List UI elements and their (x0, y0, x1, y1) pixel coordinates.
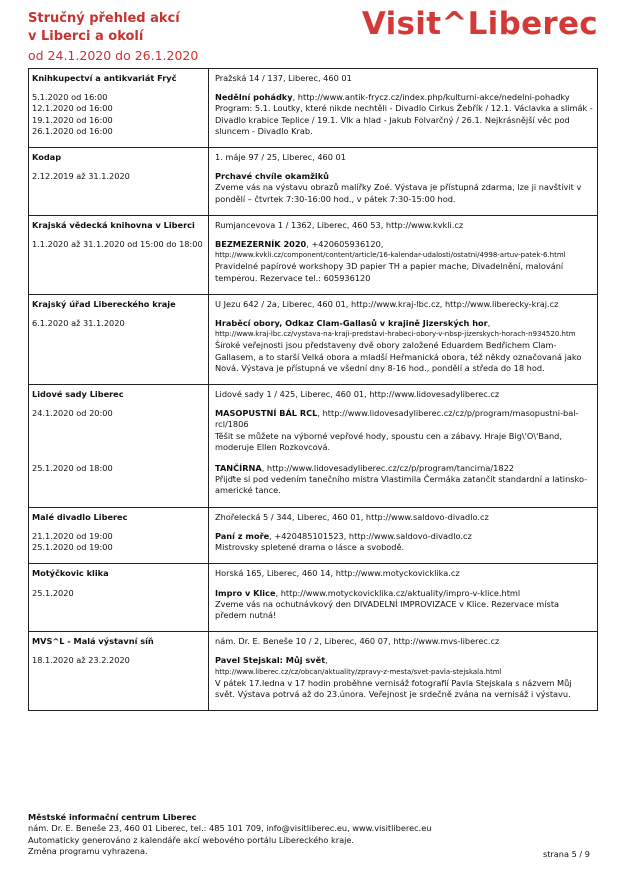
event-title[interactable]: TANČÍRNA (215, 463, 262, 474)
event-details (209, 318, 598, 385)
event-contact[interactable]: , http://www.lidovesadyliberec.cz/cz/p/program/masopustni-bal-rcl/1806 (215, 408, 579, 430)
event-link[interactable]: http://www.kvkli.cz/component/content/article/16-kalendar-udalosti/ostatni/4998-artuv-patek-6.html (215, 251, 566, 260)
footer (28, 812, 431, 858)
footer-generated-note: Automaticky generováno z kalendáře akcí webového portálu Libereckého kraje. (28, 834, 355, 845)
event-contact[interactable]: , +420605936120, (306, 239, 384, 250)
venue-address: nám. Dr. E. Beneše 10 / 2, Liberec, 460 07, http://www.mvs-liberec.cz (209, 632, 598, 656)
venue-name: Krajská vědecká knihovna v Liberci (29, 215, 209, 239)
event-date: 24.1.2020 od 20:00 (32, 408, 113, 419)
event-description: Zveme vás na výstavu obrazů malířky Zoé. Výstava je přístupná zdarma, lze ji navštívit v pondělí – čtvrtek 7:30-16:00 hod., v pátek 7:30-15:00 hod. (215, 182, 582, 204)
event-title[interactable]: BEZMEZERNÍK 2020 (215, 239, 307, 250)
event-title[interactable]: Prchavé chvíle okamžiků (215, 171, 329, 182)
event-date: 12.1.2020 od 16:00 (32, 103, 113, 114)
venue-address: Zhořelecká 5 / 344, Liberec, 460 01, http://www.saldovo-divadlo.cz (209, 507, 598, 531)
event-link[interactable]: http://www.kraj-lbc.cz/vystava-na-kraji-predstavi-hrabeci-obory-v-nbsp-jizerskych-horach-n934520.htm (215, 330, 576, 339)
event-description: Mistrovsky spletené drama o lásce a svobodě. (215, 542, 405, 553)
header-title-line1: Stručný přehled akcí (28, 11, 180, 26)
footer-contact: nám. Dr. E. Beneše 23, 460 01 Liberec, tel.: 485 101 709, info@visitliberec.eu, www.visitliberec.eu (28, 823, 432, 834)
event-description: Těšit se můžete na výborné vepřové hody, spoustu cen a zábavy. Hraje Big\'O\'Band, moderuje Ellen Rozkovcová. (215, 430, 562, 452)
event-dates (29, 171, 209, 215)
event-dates (29, 463, 209, 507)
venue-address: Pražská 14 / 137, Liberec, 460 01 (209, 69, 598, 93)
event-date: 19.1.2020 od 16:00 (32, 114, 113, 125)
event-row (29, 239, 598, 294)
event-heading (215, 239, 593, 250)
event-date: 18.1.2020 až 23.2.2020 (32, 655, 130, 666)
venue-row (29, 294, 598, 318)
event-dates (29, 239, 209, 294)
event-details (209, 171, 598, 215)
event-heading (215, 655, 593, 666)
event-date: 5.1.2020 od 16:00 (32, 92, 108, 103)
venue-name: Knihkupectví a antikvariát Fryč (29, 69, 209, 93)
event-heading (215, 588, 593, 599)
venue-name: MVS^L - Malá výstavní síň (29, 632, 209, 656)
header-title-line2: v Liberci a okolí (28, 29, 144, 44)
event-row (29, 655, 598, 710)
venue-row (29, 385, 598, 409)
event-contact[interactable]: , http://www.lidovesadyliberec.cz/cz/p/program/tancirna/1822 (261, 463, 514, 474)
event-dates (29, 655, 209, 710)
event-heading (215, 318, 593, 329)
venue-row (29, 69, 598, 93)
event-details (209, 92, 598, 147)
event-details (209, 655, 598, 710)
event-row (29, 92, 598, 147)
venue-name: Motýčkovic klika (29, 564, 209, 588)
event-row (29, 588, 598, 632)
event-contact[interactable]: , http://www.motyckovicklika.cz/aktuality/impro-v-klice.html (275, 587, 521, 598)
page-number: strana 5 / 9 (542, 849, 590, 859)
event-date: 1.1.2020 až 31.1.2020 od 15:00 do 18:00 (32, 239, 203, 250)
event-heading (215, 463, 593, 474)
event-row (29, 463, 598, 507)
venue-address: Rumjancevova 1 / 1362, Liberec, 460 53, http://www.kvkli.cz (209, 215, 598, 239)
event-link[interactable]: http://www.liberec.cz/cz/obcan/aktuality/zpravy-z-mesta/svet-pavla-stejskala.html (215, 667, 502, 676)
event-title[interactable]: MASOPUSTNÍ BÁL RCL (215, 408, 318, 419)
event-heading (215, 531, 593, 542)
event-contact[interactable]: , (487, 318, 491, 329)
event-date: 25.1.2020 od 18:00 (32, 463, 113, 474)
venue-address: Horská 165, Liberec, 460 14, http://www.motyckovicklika.cz (209, 564, 598, 588)
event-title[interactable]: Hraběcí obory, Odkaz Clam-Gallasů v krajině Jizerských hor (215, 318, 488, 329)
event-heading (215, 408, 593, 430)
venue-row (29, 507, 598, 531)
venue-name: Krajský úřad Libereckého kraje (29, 294, 209, 318)
venue-address: U Jezu 642 / 2a, Liberec, 460 01, http://www.kraj-lbc.cz, http://www.liberecky-kraj.cz (209, 294, 598, 318)
event-details (209, 408, 598, 463)
event-description: Pravidelné papírové workshopy 3D papier TH a papier mache, Divadelnění, malování temperou. Rezervace tel.: 605936120 (215, 261, 564, 283)
event-title[interactable]: Impro v Klice (215, 587, 276, 598)
event-row (29, 531, 598, 564)
event-date: 6.1.2020 až 31.1.2020 (32, 318, 125, 329)
event-description: Zveme vás na ochutnávkový den DIVADELNÍ IMPROVIZACE v Klice. Rezervace místa předem nutná! (215, 598, 560, 620)
event-description: Široké veřejnosti jsou představeny dvě obory založené Eduardem Bedřichem Clam-Gallasem, a to starší Velká obora a mladší Heřmanická obora, též někdy označovaná jako Nová. Výstava je přístupná ve všední dny 8-16 hod., pondělí a středa do 18 hod. (215, 340, 582, 373)
header-title (28, 10, 180, 46)
footer-org: Městské informační centrum Liberec (28, 812, 197, 822)
event-contact[interactable]: , +420485101523, http://www.saldovo-divadlo.cz (269, 530, 472, 541)
event-details (209, 463, 598, 507)
footer-change-note: Změna programu vyhrazena. (28, 846, 148, 857)
venue-row (29, 632, 598, 656)
event-details (209, 588, 598, 632)
venue-row (29, 215, 598, 239)
date-range: od 24.1.2020 do 26.1.2020 (28, 48, 199, 63)
event-row (29, 318, 598, 385)
event-details (209, 531, 598, 564)
event-dates (29, 588, 209, 632)
event-row (29, 408, 598, 463)
venue-name: Kodap (29, 148, 209, 172)
event-description: Přijďte si pod vedením tanečního mistra Vlastimila Čermáka zatančit standardní a latinsko-americké tance. (215, 474, 588, 496)
event-title[interactable]: Nedělní pohádky (215, 92, 293, 103)
event-contact[interactable]: , http://www.antik-frycz.cz/index.php/kulturni-akce/nedelni-pohadky (292, 92, 570, 103)
venue-address: Lidové sady 1 / 425, Liberec, 460 01, http://www.lidovesadyliberec.cz (209, 385, 598, 409)
event-dates (29, 408, 209, 463)
event-title[interactable]: Pavel Stejskal: Můj svět (215, 655, 326, 666)
event-date: 25.1.2020 (32, 587, 74, 598)
venue-row (29, 564, 598, 588)
events-table (28, 68, 598, 711)
venue-name: Lidové sady Liberec (29, 385, 209, 409)
venue-row (29, 148, 598, 172)
event-heading (215, 171, 593, 182)
event-description: V pátek 17.ledna v 17 hodin proběhne vernisáž fotografií Pavla Stejskala s názvem Můj svět. Výstava potrvá až do 23.února. Veřejnost je srdečně zvána na vernisáž i výstavu. (215, 677, 572, 699)
event-date: 21.1.2020 od 19:00 (32, 530, 113, 541)
event-dates (29, 318, 209, 385)
event-date: 25.1.2020 od 19:00 (32, 542, 113, 553)
event-heading (215, 92, 593, 103)
event-dates (29, 531, 209, 564)
venue-name: Malé divadlo Liberec (29, 507, 209, 531)
visit-liberec-logo: Visit^Liberec (361, 6, 598, 42)
venue-address: 1. máje 97 / 25, Liberec, 460 01 (209, 148, 598, 172)
event-row (29, 171, 598, 215)
event-dates (29, 92, 209, 147)
event-date: 2.12.2019 až 31.1.2020 (32, 171, 130, 182)
event-title[interactable]: Paní z moře (215, 530, 270, 541)
event-description: Program: 5.1. Loutky, které nikde nechtěli - Divadlo Cirkus Žebřík / 12.1. Václavka a slimák - Divadlo krabice Teplice / 19.1. Vlk a hlad - Jakub Folvarčný / 26.1. Nejkrásnější věc pod sluncem - Divadlo Krab. (215, 103, 593, 136)
event-contact[interactable]: , (325, 655, 328, 666)
event-details (209, 239, 598, 294)
event-date: 26.1.2020 od 16:00 (32, 125, 113, 136)
